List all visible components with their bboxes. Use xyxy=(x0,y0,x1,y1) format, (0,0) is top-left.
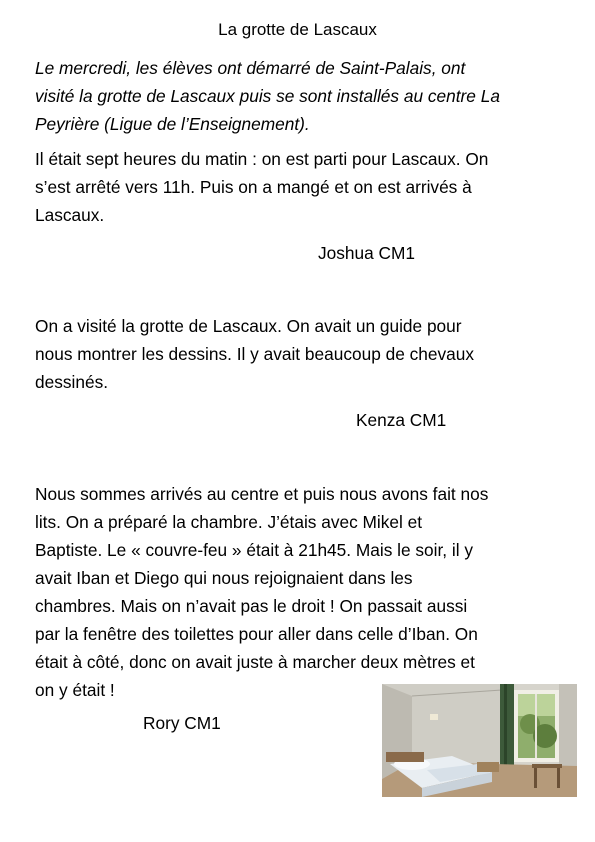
entry-line: avait Iban et Diego qui nous rejoignaient dans les xyxy=(35,568,413,588)
entry-line: était à côté, donc on avait juste à marcher deux mètres et xyxy=(35,652,475,672)
author-signature: Rory CM1 xyxy=(143,713,221,733)
entry-kenza-text xyxy=(35,312,575,396)
entry-line: Il était sept heures du matin : on est parti pour Lascaux. On xyxy=(35,149,489,169)
entry-line: nous montrer les dessins. Il y avait beaucoup de chevaux xyxy=(35,344,475,364)
entry-joshua-text xyxy=(35,145,575,229)
entry-line: lits. On a préparé la chambre. J’étais avec Mikel et xyxy=(35,512,423,532)
intro-line: Peyrière (Ligue de l’Enseignement). xyxy=(35,114,310,134)
author-signature: Joshua CM1 xyxy=(318,243,416,263)
entry-line: chambres. Mais on n’avait pas le droit ! On passait aussi xyxy=(35,596,468,616)
intro-line: Le mercredi, les élèves ont démarré de Saint-Palais, ont xyxy=(35,58,466,78)
entry-line: dessinés. xyxy=(35,372,109,392)
entry-line: Lascaux. xyxy=(35,205,105,225)
entry-line: On a visité la grotte de Lascaux. On avait un guide pour xyxy=(35,316,462,336)
entry-rory-text xyxy=(35,480,580,704)
bedroom-photo-icon xyxy=(382,684,577,797)
entry-line: Baptiste. Le « couvre-feu » était à 21h45. Mais le soir, il y xyxy=(35,540,474,560)
entry-line: s’est arrêté vers 11h. Puis on a mangé et on est arrivés à xyxy=(35,177,472,197)
intro-paragraph xyxy=(35,54,575,138)
intro-line: visité la grotte de Lascaux puis se sont installés au centre La xyxy=(35,86,500,106)
entry-line: Nous sommes arrivés au centre et puis nous avons fait nos xyxy=(35,484,489,504)
entry-line: on y était ! xyxy=(35,680,115,700)
bedroom-photo xyxy=(382,684,577,797)
author-signature: Kenza CM1 xyxy=(356,410,447,430)
document-title: La grotte de Lascaux xyxy=(218,20,377,39)
entry-line: par la fenêtre des toilettes pour aller dans celle d’Iban. On xyxy=(35,624,478,644)
